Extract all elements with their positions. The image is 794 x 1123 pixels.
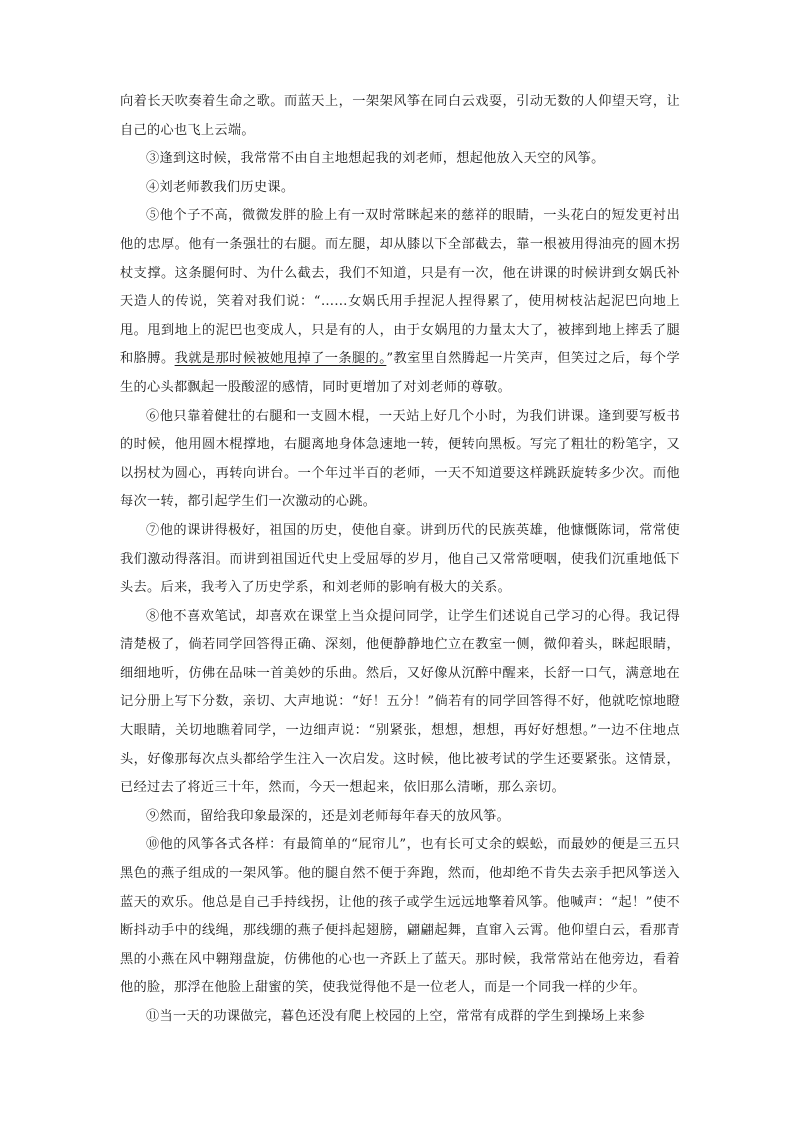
underlined-sentence: 我就是那时候被她甩掉了一条腿的。	[174, 351, 387, 367]
paragraph-10: ⑩他的风筝各式各样：有最简单的“屁帘儿”，也有长可丈余的蜈蚣，而最妙的便是三五只黑色的燕子组成的一架风筝。他的腿自然不便于奔跑，然而，他却绝不肯失去亲手把风筝送入蓝天的欢乐。他总是自己手持线拐，让他的孩子或学生远远地擎着风筝。他喊声：“起！”使不断抖动手中的线绳，那线绷的燕子便抖起翅膀，翩翩起舞，直窜入云霄。他仰望白云，看那青黑的小燕在风中翱翔盘旋，仿佛他的心也一齐跃上了蓝天。那时候，我常常站在他旁边，看着他的脸，那浮在他脸上甜蜜的笑，使我觉得他不是一位老人，而是一个同我一样的少年。	[120, 837, 680, 996]
paragraph-11: ⑪当一天的功课做完，暮色还没有爬上校园的上空，常常有成群的学生到操场上来参	[146, 1009, 646, 1024]
paragraph-continued: 向着长天吹奏着生命之歌。而蓝天上，一架架风筝在同白云戏耍，引动无数的人仰望天穹，让自己的心也飞上云端。	[120, 94, 680, 138]
paragraph-5-text-before: ⑤他个子不高，微微发胖的脸上有一双时常眯起来的慈祥的眼睛，一头花白的短发更衬出他的忠厚。他有一条强壮的右腿。而左腿，却从膝以下全部截去，靠一根被用得油亮的圆木拐杖支撑。这条腿何时、为什么截去，我们不知道，只是有一次，他在讲课的时候讲到女娲氏补天造人的传说，笑着对我们说：“……女娲氏用手捏泥人捏得累了，使用树枝沾起泥巴向地上甩。甩到地上的泥巴也变成人，只是有的人，由于女娲甩的力量太大了，被摔到地上摔丢了腿和胳膊。	[120, 208, 680, 367]
paragraph-5-text-after: ”教室里自然腾起一片笑声，但笑过之后，每个学生的心头都飘起一股酸涩的感情，同时更增加了对刘老师的尊敬。	[120, 351, 680, 395]
document-page	[120, 88, 680, 1032]
paragraph-7: ⑦他的课讲得极好，祖国的历史，使他自豪。讲到历代的民族英雄，他慷慨陈词，常常使我们激动得落泪。而讲到祖国近代史上受屈辱的岁月，他自己又常常哽咽，使我们沉重地低下头去。后来，我考入了历史学系，和刘老师的影响有极大的关系。	[120, 522, 680, 596]
paragraph-3: ③逢到这时候，我常常不由自主地想起我的刘老师，想起他放入天空的风筝。	[146, 151, 605, 167]
paragraph-9: ⑨然而，留给我印象最深的，还是刘老师每年春天的放风筝。	[146, 808, 511, 824]
paragraph-5	[120, 202, 680, 402]
paragraph-6: ⑥他只靠着健壮的右腿和一支圆木棍，一天站上好几个小时，为我们讲课。逢到要写板书的时候，他用圆木棍撑地，右腿离地身体急速地一转，便转向黑板。写完了粗壮的粉笔字，又以拐杖为圆心，再转向讲台。一个年过半百的老师，一天不知道要这样跳跃旋转多少次。而他每次一转，都引起学生们一次激动的心跳。	[120, 408, 680, 510]
paragraph-4: ④刘老师教我们历史课。	[146, 179, 295, 195]
paragraph-8: ⑧他不喜欢笔试，却喜欢在课堂上当众提问同学，让学生们述说自己学习的心得。我记得清楚极了，倘若同学回答得正确、深刻，他便静静地伫立在教室一侧，微仰着头，眯起眼睛，细细地听，仿佛在品味一首美妙的乐曲。然后，又好像从沉醉中醒来，长舒一口气，满意地在记分册上写下分数，亲切、大声地说：“好！五分！”倘若有的同学回答得不好，他就吃惊地瞪大眼睛，关切地瞧着同学，一边细声说：“别紧张，想想，想想，再好好想想。”一边不住地点头，好像那每次点头都给学生注入一次启发。这时候，他比被考试的学生还要紧张。这情景，已经过去了将近三十年，然而，今天一想起来，依旧那么清晰，那么亲切。	[120, 608, 680, 796]
